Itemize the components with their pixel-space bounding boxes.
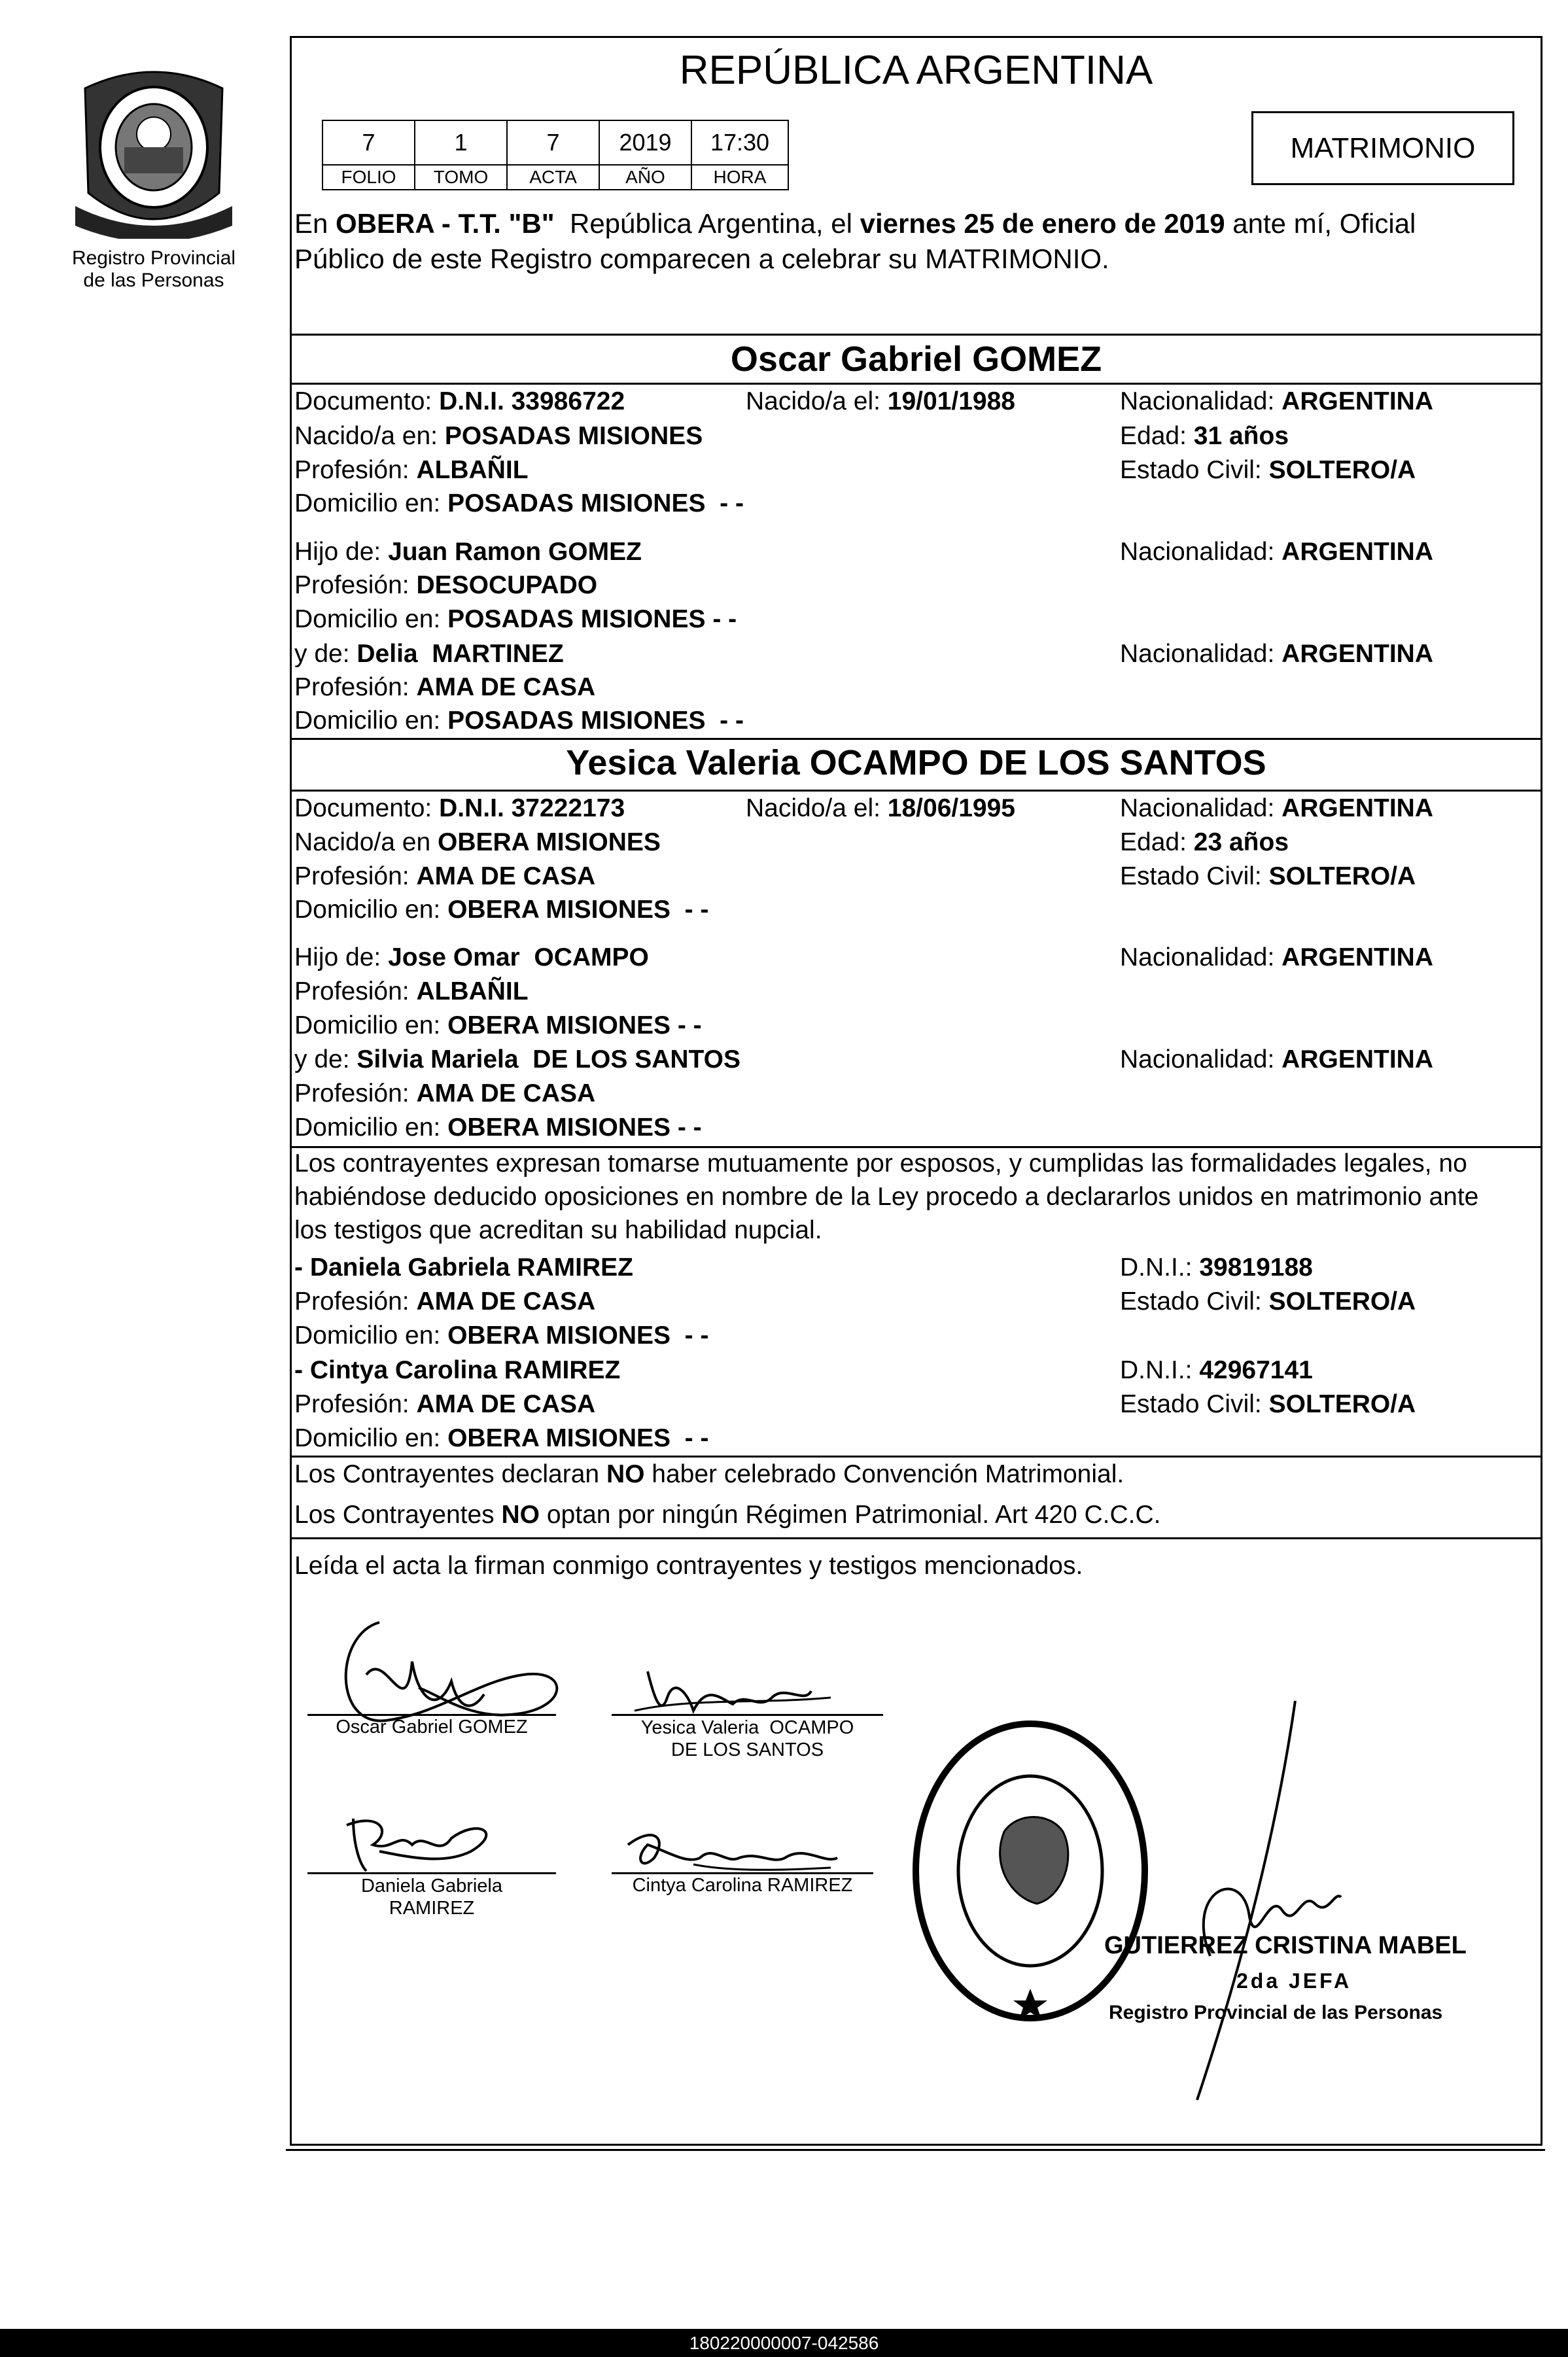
label: Estado Civil: xyxy=(1120,1287,1269,1316)
groom-mother xyxy=(294,640,564,669)
value: ALBAÑIL xyxy=(416,977,529,1005)
label: Nacionalidad: xyxy=(1120,538,1282,566)
bride-civil-status xyxy=(1120,862,1416,891)
value: AMA DE CASA xyxy=(416,862,596,890)
groom-father xyxy=(294,538,642,567)
label: Nacionalidad: xyxy=(1120,794,1282,822)
tomo-value: 1 xyxy=(414,120,508,166)
value: SOLTERO/A xyxy=(1268,1390,1416,1418)
caption-line2: DE LOS SANTOS xyxy=(671,1739,824,1760)
value: POSADAS MISIONES - - xyxy=(447,489,744,517)
value: OBERA MISIONES - - xyxy=(447,1321,709,1350)
value: ARGENTINA xyxy=(1281,538,1434,566)
value: 19/01/1988 xyxy=(887,387,1015,415)
value: 31 años xyxy=(1193,422,1289,450)
value: OBERA MISIONES - - xyxy=(447,896,709,924)
declaration-line3: los testigos que acreditan su habilidad nupcial. xyxy=(294,1216,822,1244)
groom-mother-nationality xyxy=(1120,640,1433,669)
value: 23 años xyxy=(1193,828,1289,856)
label: Documento: xyxy=(294,794,440,822)
document-title: REPÚBLICA ARGENTINA xyxy=(679,48,1153,93)
label: Nacionalidad: xyxy=(1120,640,1282,668)
divider xyxy=(290,790,1542,792)
folio-label: FOLIO xyxy=(322,164,415,190)
bride-father-address xyxy=(294,1011,702,1040)
value: D.N.I. 37222173 xyxy=(439,794,625,822)
divider xyxy=(290,1146,1542,1148)
groom-age xyxy=(1120,422,1289,451)
value: SOLTERO/A xyxy=(1268,456,1416,484)
register-box xyxy=(322,120,790,193)
value: Jose Omar OCAMPO xyxy=(388,943,649,971)
text: Los Contrayentes declaran xyxy=(294,1460,606,1488)
divider xyxy=(290,1456,1542,1458)
groom-name-heading: Oscar Gabriel GOMEZ xyxy=(730,340,1102,379)
value: AMA DE CASA xyxy=(416,1287,596,1316)
groom-civil-status xyxy=(1120,456,1416,485)
label: Domicilio en: xyxy=(294,489,448,517)
label: y de: xyxy=(294,640,357,668)
emphasis: NO xyxy=(501,1501,540,1529)
logo-caption xyxy=(46,247,262,292)
witness2-profession xyxy=(294,1390,595,1419)
value: DESOCUPADO xyxy=(416,571,598,599)
value: ARGENTINA xyxy=(1281,640,1434,668)
groom-address xyxy=(294,489,744,518)
value: SOLTERO/A xyxy=(1268,1287,1416,1316)
groom-father-profession xyxy=(294,571,597,600)
caption-line1: Yesica Valeria OCAMPO xyxy=(640,1717,854,1738)
intro-prefix: En xyxy=(294,208,336,239)
witness1-dni xyxy=(1120,1253,1313,1282)
acta-value: 7 xyxy=(506,120,600,166)
label: D.N.I.: xyxy=(1120,1253,1200,1282)
caption-line1: Daniela Gabriela xyxy=(360,1876,502,1896)
label: Profesión: xyxy=(294,1287,417,1316)
divider xyxy=(290,383,1542,385)
witness1-address xyxy=(294,1321,709,1350)
label: Profesión: xyxy=(294,1390,417,1418)
label: Nacido/a el: xyxy=(746,794,888,822)
value: Delia MARTINEZ xyxy=(357,640,564,668)
intro-line1 xyxy=(294,208,1416,239)
label: Hijo de: xyxy=(294,538,389,566)
bride-mother xyxy=(294,1045,740,1074)
label: Nacionalidad: xyxy=(1120,1045,1282,1074)
official-organization: Registro Provincial de las Personas xyxy=(1109,2002,1443,2023)
bride-birthdate xyxy=(746,794,1015,823)
value: ARGENTINA xyxy=(1281,1045,1434,1074)
bride-mother-address xyxy=(294,1113,702,1142)
convention-line1 xyxy=(294,1460,1124,1489)
time-value: 17:30 xyxy=(691,120,789,166)
label: Domicilio en: xyxy=(294,1011,448,1039)
year-label: AÑO xyxy=(599,164,692,190)
label: Nacido/a en: xyxy=(294,422,445,450)
label: Nacionalidad: xyxy=(1120,943,1282,971)
value: ALBAÑIL xyxy=(416,456,529,484)
label: Domicilio en: xyxy=(294,707,448,735)
groom-profession xyxy=(294,456,529,485)
value: Juan Ramon GOMEZ xyxy=(388,538,642,566)
tomo-label: TOMO xyxy=(414,164,508,190)
declaration-line2: habiéndose deducido oposiciones en nombre de la Ley procedo a declararlos unidos en matrimonio ante xyxy=(294,1183,1479,1211)
label: Nacido/a el: xyxy=(746,387,888,415)
document-barcode-number: 180220000007-042586 xyxy=(689,2333,879,2353)
groom-signature-line xyxy=(307,1714,556,1716)
logo-caption-line2: de las Personas xyxy=(83,270,224,291)
value: POSADAS MISIONES xyxy=(444,422,703,450)
bride-birthplace xyxy=(294,828,661,857)
bride-mother-profession xyxy=(294,1079,595,1108)
label: Nacido/a en xyxy=(294,828,438,856)
groom-nationality xyxy=(1120,387,1433,416)
intro-mid: República Argentina, el xyxy=(554,208,860,239)
label: Hijo de: xyxy=(294,943,389,971)
witness1-name: - Daniela Gabriela RAMIREZ xyxy=(294,1253,633,1282)
label: Domicilio en: xyxy=(294,1113,448,1142)
witness2-address xyxy=(294,1424,709,1453)
logo-caption-line1: Registro Provincial xyxy=(71,247,236,269)
label: Profesión: xyxy=(294,673,417,701)
bride-mother-nationality xyxy=(1120,1045,1433,1074)
bride-signature-caption xyxy=(612,1717,883,1761)
bride-father-nationality xyxy=(1120,943,1433,972)
value: D.N.I. 33986722 xyxy=(439,387,625,415)
bride-profession xyxy=(294,862,595,891)
frame-bottom-edge xyxy=(286,2149,1545,2151)
bride-name-heading: Yesica Valeria OCAMPO DE LOS SANTOS xyxy=(566,743,1266,782)
value: ARGENTINA xyxy=(1281,943,1434,971)
value: OBERA MISIONES - - xyxy=(447,1113,702,1142)
witness1-signature xyxy=(327,1806,523,1877)
label: Profesión: xyxy=(294,456,417,484)
bride-document xyxy=(294,794,625,823)
witness1-signature-line xyxy=(307,1872,556,1874)
value: OBERA MISIONES - - xyxy=(447,1424,709,1452)
groom-father-nationality xyxy=(1120,538,1433,567)
groom-birthplace xyxy=(294,422,703,451)
label: Domicilio en: xyxy=(294,896,448,924)
text: optan por ningún Régimen Patrimonial. Art 420 C.C.C. xyxy=(540,1501,1161,1529)
witness2-signature xyxy=(615,1819,863,1884)
acta-label: ACTA xyxy=(506,164,600,190)
witness1-civil-status xyxy=(1120,1287,1416,1316)
label: Nacionalidad: xyxy=(1120,387,1282,415)
label: Edad: xyxy=(1120,828,1194,856)
value: OBERA MISIONES - - xyxy=(447,1011,702,1039)
witness2-civil-status xyxy=(1120,1390,1416,1419)
divider xyxy=(290,334,1542,336)
groom-birthdate xyxy=(746,387,1015,416)
value: 39819188 xyxy=(1199,1253,1313,1282)
bride-father-profession xyxy=(294,977,529,1006)
value: SOLTERO/A xyxy=(1268,862,1416,890)
label: Profesión: xyxy=(294,1079,417,1108)
label: Edad: xyxy=(1120,422,1194,450)
witness2-name: - Cintya Carolina RAMIREZ xyxy=(294,1356,621,1384)
label: Profesión: xyxy=(294,862,417,890)
value: POSADAS MISIONES - - xyxy=(447,707,744,735)
label: Profesión: xyxy=(294,977,417,1005)
label: Domicilio en: xyxy=(294,1424,448,1452)
year-value: 2019 xyxy=(599,120,692,166)
official-stamp xyxy=(906,1714,1155,2028)
intro-place: OBERA - T.T. "B" xyxy=(336,208,555,239)
value: 18/06/1995 xyxy=(887,794,1015,822)
bride-signature-line xyxy=(612,1714,883,1716)
folio-value: 7 xyxy=(322,120,415,166)
label: D.N.I.: xyxy=(1120,1356,1200,1384)
emphasis: NO xyxy=(606,1460,645,1488)
groom-mother-profession xyxy=(294,673,595,702)
convention-line2 xyxy=(294,1501,1161,1529)
caption-line2: RAMIREZ xyxy=(389,1898,475,1919)
value: ARGENTINA xyxy=(1281,794,1434,822)
label: y de: xyxy=(294,1045,357,1074)
official-title: 2da JEFA xyxy=(1236,1969,1352,1993)
declaration-line1: Los contrayentes expresan tomarse mutuamente por esposos, y cumplidas las formalidades legales, no xyxy=(294,1149,1467,1178)
groom-father-address xyxy=(294,605,737,634)
text: haber celebrado Convención Matrimonial. xyxy=(644,1460,1124,1488)
value: OBERA MISIONES xyxy=(437,828,661,856)
intro-line2: Público de este Registro comparecen a celebrar su MATRIMONIO. xyxy=(294,243,1109,274)
official-signature xyxy=(1171,1694,1354,2113)
act-type-box: MATRIMONIO xyxy=(1251,111,1514,185)
provincial-registry-logo xyxy=(72,62,235,239)
witness2-signature-line xyxy=(612,1872,873,1874)
witness2-signature-caption: Cintya Carolina RAMIREZ xyxy=(632,1875,853,1896)
closing-statement: Leída el acta la firman conmigo contrayentes y testigos mencionados. xyxy=(294,1552,1083,1580)
bride-age xyxy=(1120,828,1289,857)
bride-address xyxy=(294,896,709,924)
bride-father xyxy=(294,943,649,972)
divider xyxy=(290,1537,1542,1539)
official-name: GUTIERREZ CRISTINA MABEL xyxy=(1104,1932,1467,1959)
text: Los Contrayentes xyxy=(294,1501,502,1529)
intro-date: viernes 25 de enero de 2019 xyxy=(860,208,1225,239)
value: 42967141 xyxy=(1199,1356,1313,1384)
witness1-profession xyxy=(294,1287,595,1316)
label: Estado Civil: xyxy=(1120,1390,1269,1418)
value: AMA DE CASA xyxy=(416,1079,596,1108)
bride-nationality xyxy=(1120,794,1433,823)
witness2-dni xyxy=(1120,1356,1313,1385)
divider xyxy=(290,738,1542,740)
time-label: HORA xyxy=(691,164,789,190)
groom-mother-address xyxy=(294,707,744,735)
value: Silvia Mariela DE LOS SANTOS xyxy=(357,1045,741,1074)
intro-suffix: ante mí, Oficial xyxy=(1225,208,1416,239)
label: Estado Civil: xyxy=(1120,862,1269,890)
groom-document xyxy=(294,387,625,416)
witness1-signature-caption xyxy=(307,1875,556,1919)
label: Domicilio en: xyxy=(294,1321,448,1350)
value: ARGENTINA xyxy=(1281,387,1434,415)
value: AMA DE CASA xyxy=(416,673,596,701)
label: Domicilio en: xyxy=(294,605,448,633)
value: POSADAS MISIONES - - xyxy=(447,605,737,633)
label: Documento: xyxy=(294,387,440,415)
groom-signature-caption: Oscar Gabriel GOMEZ xyxy=(336,1717,528,1737)
label: Estado Civil: xyxy=(1120,456,1269,484)
label: Profesión: xyxy=(294,571,417,599)
value: AMA DE CASA xyxy=(416,1390,596,1418)
